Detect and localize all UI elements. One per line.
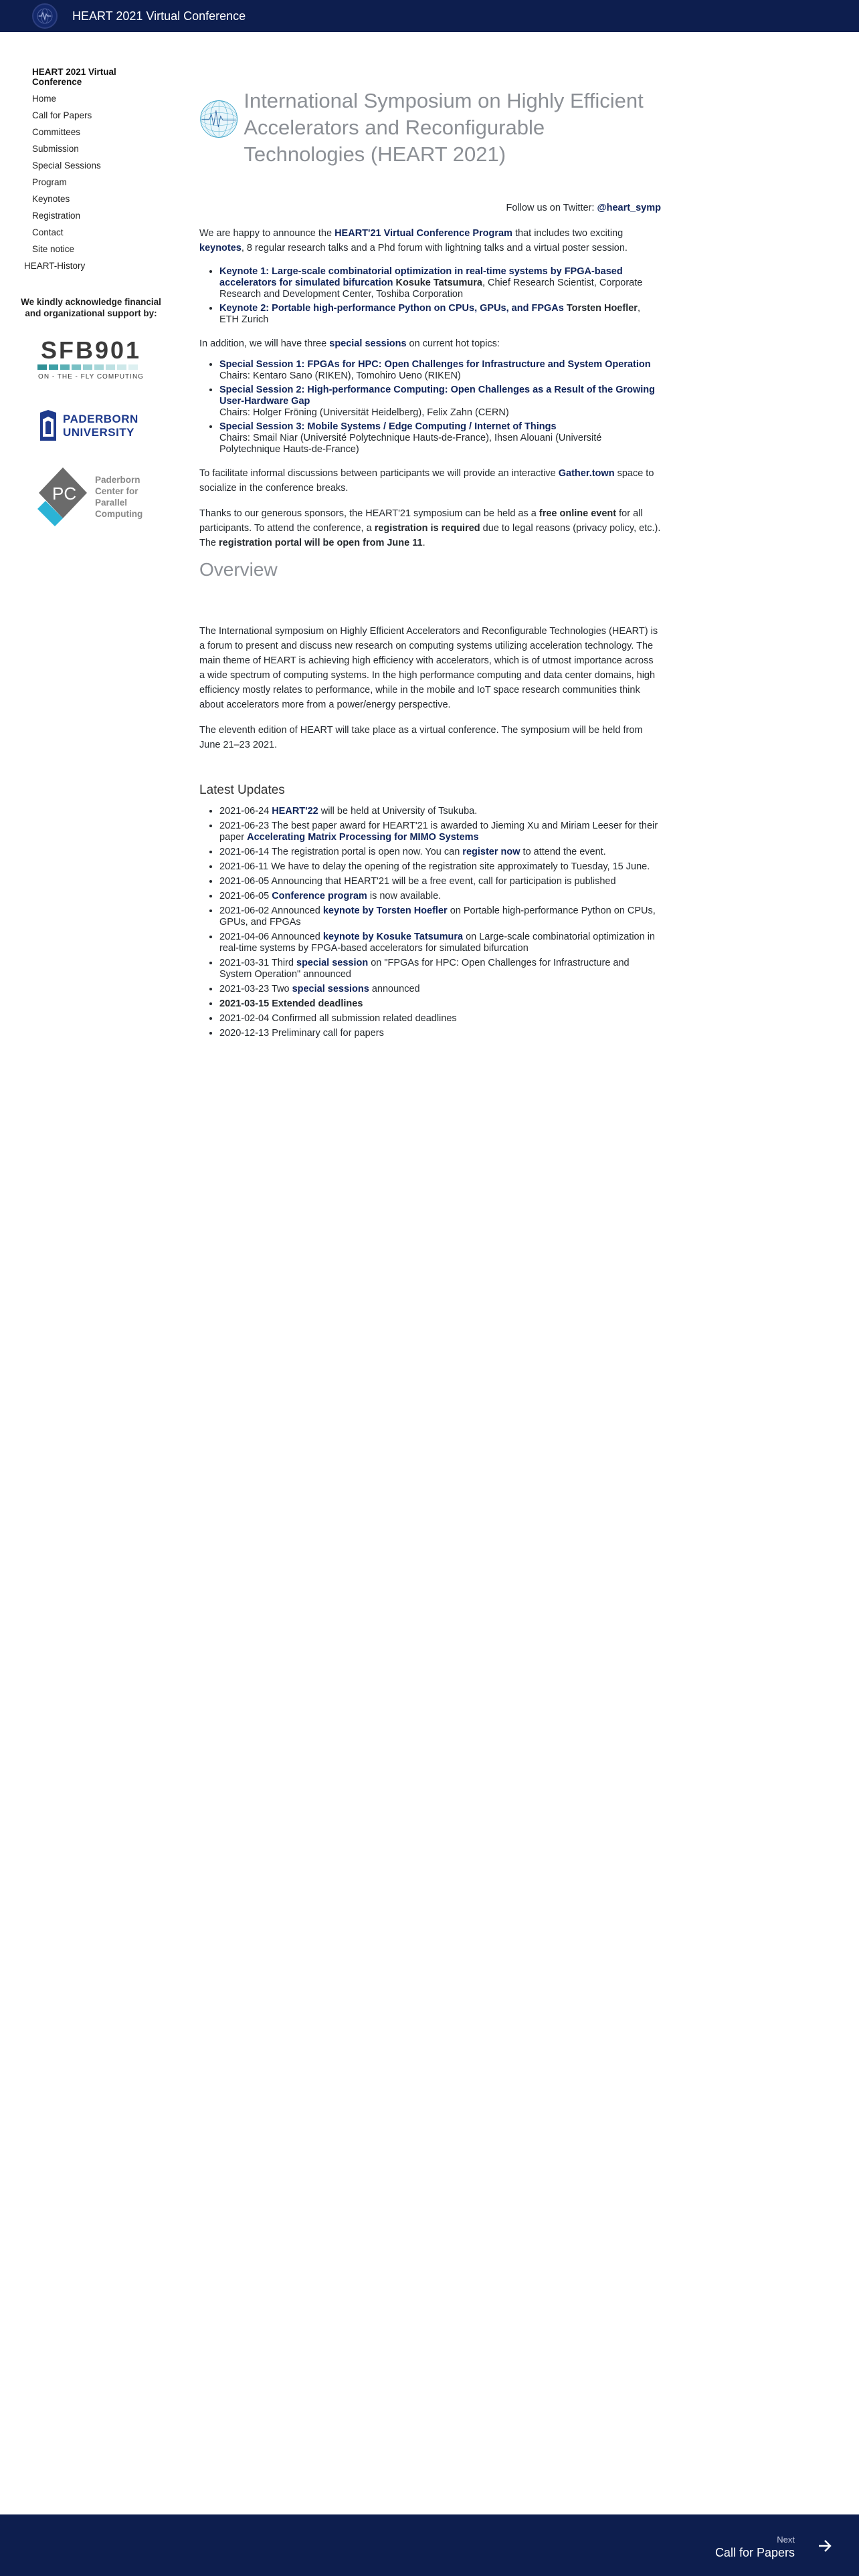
arrow-right-icon xyxy=(818,2537,832,2558)
sidebar-item-committees[interactable]: Committees xyxy=(32,127,81,137)
gather-text-1: To facilitate informal discussions between participants we will provide an interactive xyxy=(199,467,559,479)
overview-paragraph-1: The International symposium on Highly Efficient Accelerators and Reconfigurable Technologies (HEART) is a forum to present and discuss new research on computing systems utilizing acceleration technology. The main theme of HEART is achieving high efficiency with accelerators, which is of utmost importance across a wide spectrum of computing systems. In the high performance computing and data center domains, high efficiency mostly relates to performance, while in the mobile and IoT space research communities think about accelerators more from a power/energy perspective. xyxy=(199,625,658,710)
update-item xyxy=(219,1028,661,1039)
update-text: 2021-03-23 Two xyxy=(219,983,292,994)
update-text: 2021-06-11 We have to delay the opening of the registration site approximately to Tuesday, 15 June. xyxy=(219,861,650,872)
two-special-sessions-link[interactable]: special sessions xyxy=(292,983,369,994)
latest-updates-heading: Latest Updates xyxy=(199,782,285,797)
special-session-1-chairs: Chairs: Kentaro Sano (RIKEN), Tomohiro Ueno (RIKEN) xyxy=(219,370,461,381)
update-item xyxy=(219,998,661,1010)
keynote-2-affiliation: , ETH Zurich xyxy=(219,302,640,325)
keynote-1-link[interactable]: Keynote 1: Large-scale combinatorial optimization in real-time systems by FPGA-based accelerators for simulated bifurcation xyxy=(219,265,623,288)
keynote-1-speaker: Kosuke Tatsumura xyxy=(393,277,482,288)
globe-heartbeat-logo-icon xyxy=(199,74,238,165)
heart-logo-icon[interactable] xyxy=(32,3,58,29)
pc2-logo-mark: PC xyxy=(52,484,77,504)
site-title[interactable]: HEART 2021 Virtual Conference xyxy=(72,9,246,23)
university-name-line1: PADERBORN xyxy=(63,413,138,425)
page-title: International Symposium on Highly Efficient Accelerators and Reconfigurable Technologies (HEART 2021) xyxy=(244,88,644,166)
list-item xyxy=(219,385,661,419)
update-text: on Large-scale combinatorial optimization in real-time systems by FPGA-based accelerators for simulated bifurcation xyxy=(219,931,655,954)
update-text: to attend the event. xyxy=(520,846,606,857)
sidebar-item-registration[interactable]: Registration xyxy=(32,211,81,221)
footer-nav xyxy=(0,2514,859,2576)
top-app-bar xyxy=(0,0,859,32)
sidebar-item-heart-history[interactable]: HEART-History xyxy=(24,261,86,271)
next-small-label: Next xyxy=(777,2535,795,2545)
update-text: 2021-06-24 xyxy=(219,805,272,817)
hero xyxy=(199,74,661,182)
sidebar-item-submission[interactable]: Submission xyxy=(32,144,79,154)
sidebar-item-call-for-papers[interactable]: Call for Papers xyxy=(32,110,92,120)
update-text: 2021-06-14 The registration portal is open now. You can xyxy=(219,846,463,857)
registration-portal-bold: registration portal will be open from June 11 xyxy=(219,537,423,548)
special-session-2-link[interactable]: Special Session 2: High-performance Computing: Open Challenges as a Result of the Growing User-Hardware Gap xyxy=(219,384,655,407)
update-text: on "FPGAs for HPC: Open Challenges for Infrastructure and System Operation" announced xyxy=(219,957,630,980)
sponsors-paragraph xyxy=(199,506,661,550)
update-item xyxy=(219,847,661,858)
list-item xyxy=(219,421,661,455)
update-item xyxy=(219,821,661,843)
update-text: 2021-06-02 Announced xyxy=(219,905,323,916)
pc2-name-line3: Parallel xyxy=(95,498,128,508)
sponsors-text-2: for all participants. To attend the conference, a xyxy=(199,508,643,534)
update-text: 2021-06-05 xyxy=(219,890,272,901)
special-session-2-chairs: Chairs: Holger Fröning (Universität Heidelberg), Felix Zahn (CERN) xyxy=(219,407,509,418)
special-session-list xyxy=(199,359,661,455)
keynote-list xyxy=(199,266,661,326)
sfb901-logo-text: SFB901 xyxy=(40,336,142,364)
pc2-name-line1: Paderborn xyxy=(95,475,140,485)
update-text: 2020-12-13 Preliminary call for papers xyxy=(219,1027,384,1039)
heart22-link[interactable]: HEART'22 xyxy=(272,805,318,817)
best-paper-link[interactable]: Accelerating Matrix Processing for MIMO Systems xyxy=(247,831,479,843)
update-text: will be held at University of Tsukuba. xyxy=(318,805,478,817)
pc2-logo[interactable] xyxy=(37,466,158,528)
third-special-session-link[interactable]: special session xyxy=(296,957,369,968)
sidebar-item-program[interactable]: Program xyxy=(32,177,67,187)
keynote-1-affiliation: , Chief Research Scientist, Corporate Research and Development Center, Toshiba Corporation xyxy=(219,277,643,300)
keynotes-link[interactable]: keynotes xyxy=(199,242,242,253)
sidebar-item-keynotes[interactable]: Keynotes xyxy=(32,194,70,204)
update-item xyxy=(219,984,661,995)
sidebar-item-contact[interactable]: Contact xyxy=(32,227,64,237)
intro-paragraph xyxy=(199,226,661,255)
intro-text-1: We are happy to announce the xyxy=(199,227,335,239)
update-text: 2021-02-04 Confirmed all submission related deadlines xyxy=(219,1012,457,1024)
update-item xyxy=(219,932,661,954)
keynote-tatsumura-link[interactable]: keynote by Kosuke Tatsumura xyxy=(322,931,464,942)
pc2-name-line4: Computing xyxy=(95,509,143,519)
update-text: is now available. xyxy=(367,890,442,901)
sidebar-item-home[interactable]: Home xyxy=(32,94,57,104)
update-text: on Portable high-performance Python on CPUs, GPUs, and FPGAs xyxy=(219,905,656,928)
sessions-intro xyxy=(199,336,661,351)
special-session-3-link[interactable]: Special Session 3: Mobile Systems / Edge Computing / Internet of Things xyxy=(219,421,557,432)
twitter-follow-label: Follow us on Twitter: xyxy=(506,202,597,213)
twitter-handle-link[interactable]: @heart_symp xyxy=(597,202,661,213)
twitter-follow xyxy=(199,201,661,215)
special-session-3-chairs: Chairs: Smail Niar (Université Polytechnique Hauts-de-France), Ihsen Alouani (Université Polytechnique Hauts-de-France) xyxy=(219,432,602,455)
sponsor-acknowledgement: We kindly acknowledge financial and organizational support by: xyxy=(21,297,161,318)
overview-heading: Overview xyxy=(199,558,278,580)
overview-paragraph-2: The eleventh edition of HEART will take place as a virtual conference. The symposium will be held from June 21–23 2021. xyxy=(199,724,643,750)
intro-text-2: that includes two exciting xyxy=(512,227,624,239)
pc2-diamond-icon xyxy=(37,466,88,528)
list-item xyxy=(219,359,661,382)
register-now-link[interactable]: register now xyxy=(462,846,520,857)
sidebar-nav xyxy=(21,67,161,528)
update-text: 2021-06-05 Announcing that HEART'21 will be a free event, call for participation is published xyxy=(219,875,616,887)
pc2-name-line2: Center for xyxy=(95,486,138,496)
sessions-intro-text-1: In addition, we will have three xyxy=(199,338,330,349)
gather-paragraph xyxy=(199,466,661,496)
update-item xyxy=(219,861,661,873)
update-text: announced xyxy=(369,983,420,994)
update-text-bold: 2021-03-15 Extended deadlines xyxy=(219,998,363,1009)
update-item xyxy=(219,891,661,902)
paderborn-university-logo[interactable] xyxy=(39,410,158,442)
conference-program-update-link[interactable]: Conference program xyxy=(272,890,367,901)
update-item xyxy=(219,876,661,887)
gather-town-link[interactable]: Gather.town xyxy=(558,467,615,479)
sessions-intro-text-2: on current hot topics: xyxy=(406,338,500,349)
sfb901-logo[interactable] xyxy=(24,338,158,381)
keynote-2-link[interactable]: Keynote 2: Portable high-performance Python on CPUs, GPUs, and FPGAs xyxy=(219,302,564,314)
sidebar-heading[interactable]: HEART 2021 Virtual Conference xyxy=(32,67,116,87)
sponsors-text-4: . xyxy=(422,537,425,548)
update-item xyxy=(219,806,661,817)
updates-list xyxy=(199,806,661,1039)
main-content xyxy=(199,74,661,1047)
conference-program-link[interactable]: HEART'21 Virtual Conference Program xyxy=(335,227,512,239)
update-text: 2021-03-31 Third xyxy=(219,957,297,968)
update-text: 2021-04-06 Announced xyxy=(219,931,323,942)
free-event-bold: free online event xyxy=(539,508,617,519)
keynote-hoefler-link[interactable]: keynote by Torsten Hoefler xyxy=(322,905,448,916)
keynote-2-speaker: Torsten Hoefler xyxy=(563,302,638,314)
update-item xyxy=(219,905,661,928)
update-item xyxy=(219,958,661,980)
registration-required-bold: registration is required xyxy=(374,522,480,534)
update-item xyxy=(219,1013,661,1025)
sponsors-text-3: due to legal reasons (privacy policy, etc.). The xyxy=(199,522,661,548)
special-sessions-link[interactable]: special sessions xyxy=(329,338,407,349)
list-item xyxy=(219,303,661,326)
list-item xyxy=(219,266,661,300)
next-page-title: Call for Papers xyxy=(714,2546,795,2559)
update-text: 2021-06-23 The best paper award for HEART'21 is awarded to Jieming Xu and Miriam Leeser for their paper xyxy=(219,820,658,843)
next-page-button[interactable] xyxy=(715,2535,832,2560)
university-shield-icon xyxy=(39,410,58,442)
sfb901-dot-row-icon xyxy=(37,364,145,371)
sidebar-item-site-notice[interactable]: Site notice xyxy=(32,244,75,254)
intro-text-3: , 8 regular research talks and a Phd forum with lightning talks and a virtual poster session. xyxy=(241,242,628,253)
sidebar-item-special-sessions[interactable]: Special Sessions xyxy=(32,160,101,171)
sponsors-text-1: Thanks to our generous sponsors, the HEART'21 symposium can be held as a xyxy=(199,508,539,519)
gather-text-2: space to socialize in the conference breaks. xyxy=(199,467,654,494)
special-session-1-link[interactable]: Special Session 1: FPGAs for HPC: Open Challenges for Infrastructure and System Operation xyxy=(219,358,651,370)
university-name-line2: UNIVERSITY xyxy=(63,426,135,439)
sfb901-logo-subtitle: ON - THE - FLY COMPUTING xyxy=(38,373,144,381)
